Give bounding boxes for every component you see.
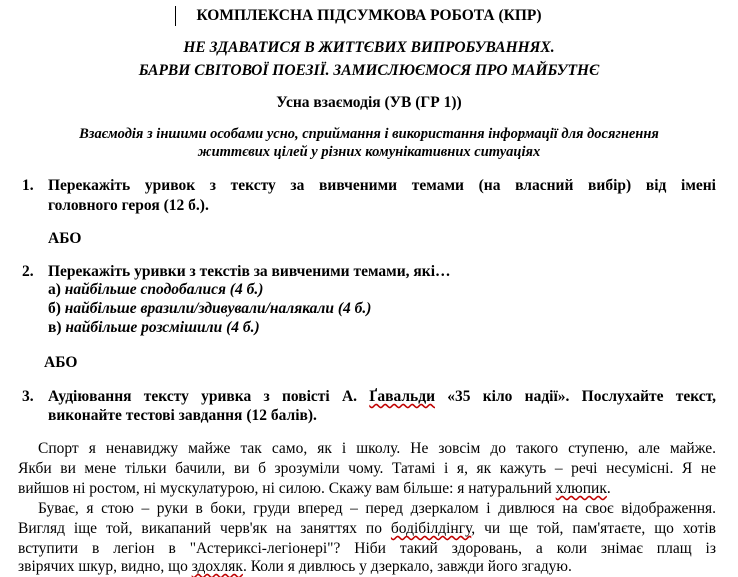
option-a-prefix: а) — [48, 281, 65, 298]
body-p2-line-4 — [18, 557, 572, 577]
task-3-text-b: «35 кіло надії». Послухайте текст, — [435, 388, 716, 405]
section-heading: Усна взаємодія (УВ (ГР 1)) — [276, 94, 462, 111]
task-2-option-a — [48, 280, 263, 300]
body-p2-line-1: Буває, я стою – руки в боки, груди вперед – перед дзеркалом і дивлюся на своє відображення. — [38, 500, 716, 517]
body-p2-line-3: вступити в легіон в "Астериксі-легіонері"? Ніби такий здоровань, а коли знімає плащ із — [18, 540, 716, 557]
task-2-option-c — [48, 318, 260, 338]
section-description-line-2: життєвих цілей у різних комунікативних ситуаціях — [197, 144, 541, 160]
or-separator-1: АБО — [48, 230, 82, 247]
section-description-line-1: Взаємодія з іншими особами усно, сприймання і використання інформації для досягнення — [79, 126, 659, 142]
task-1-number: 1. — [22, 177, 34, 194]
subtitle-line-2: БАРВИ СВІТОВОЇ ПОЕЗІЇ. ЗАМИСЛЮЄМОСЯ ПРО МАЙБУТНЄ — [138, 62, 600, 79]
option-a-text: найбільше сподобалися (4 б.) — [64, 281, 264, 298]
body-p1-line-1: Спорт я ненавиджу майже так само, як і школу. Не зовсім до такого ступеню, але майже. — [38, 440, 716, 457]
subtitle-line-1: НЕ ЗДАВАТИСЯ В ЖИТТЄВИХ ВИПРОБУВАННЯХ. — [183, 39, 555, 56]
task-3-line-1 — [48, 387, 716, 407]
task-1-line-2: головного героя (12 б.). — [48, 197, 209, 214]
task-3-text-a: Аудіювання тексту уривка з повісті А. — [48, 388, 370, 405]
body-misspelled-word: бодібілдінгу — [390, 520, 472, 537]
body-text: Вигляд іще той, викапаний черв'як на заняттях по — [18, 520, 391, 537]
task-3-author-name: Ґавальди — [369, 388, 435, 405]
body-misspelled-word: хлюпик — [555, 480, 607, 497]
document-title: КОМПЛЕКСНА ПІДСУМКОВА РОБОТА (КПР) — [196, 7, 542, 24]
task-3-line-2: виконайте тестові завдання (12 балів). — [48, 407, 317, 424]
body-text: . Коли я дивлюсь у дзеркало, завжди його згадую. — [242, 558, 572, 575]
option-b-text: найбільше вразили/здивували/налякали (4 б.) — [64, 300, 372, 317]
task-2-option-b — [48, 299, 371, 319]
task-2-number: 2. — [22, 263, 34, 280]
body-text: . — [606, 480, 611, 497]
task-1-line-1: Перекажіть уривок з тексту за вивченими темами (на власний вибір) від імені — [48, 177, 716, 194]
body-misspelled-word: здохляк — [191, 558, 243, 575]
body-p1-line-2: Якби ви мене тільки бачили, ви б зрозуміли чому. Татамі і я, як кажуть – речі несумісні. Я не — [18, 460, 716, 477]
option-b-prefix: б) — [48, 300, 65, 317]
task-2-line-1: Перекажіть уривки з текстів за вивченими темами, які… — [48, 263, 451, 280]
option-c-text: найбільше розсмішили (4 б.) — [65, 319, 260, 336]
body-text: звірячих шкур, видно, що — [18, 558, 192, 575]
body-p1-line-3 — [18, 479, 611, 499]
body-text: , чи ще той, пам'ятаєте, що хотів — [471, 520, 716, 537]
body-text: вийшов ні ростом, ні мускулатурою, ні силою. Скажу вам більше: я натуральний — [18, 480, 556, 497]
option-c-prefix: в) — [48, 319, 66, 336]
or-separator-2: АБО — [44, 354, 78, 371]
task-3-number: 3. — [22, 388, 34, 405]
body-p2-line-2 — [18, 519, 716, 539]
